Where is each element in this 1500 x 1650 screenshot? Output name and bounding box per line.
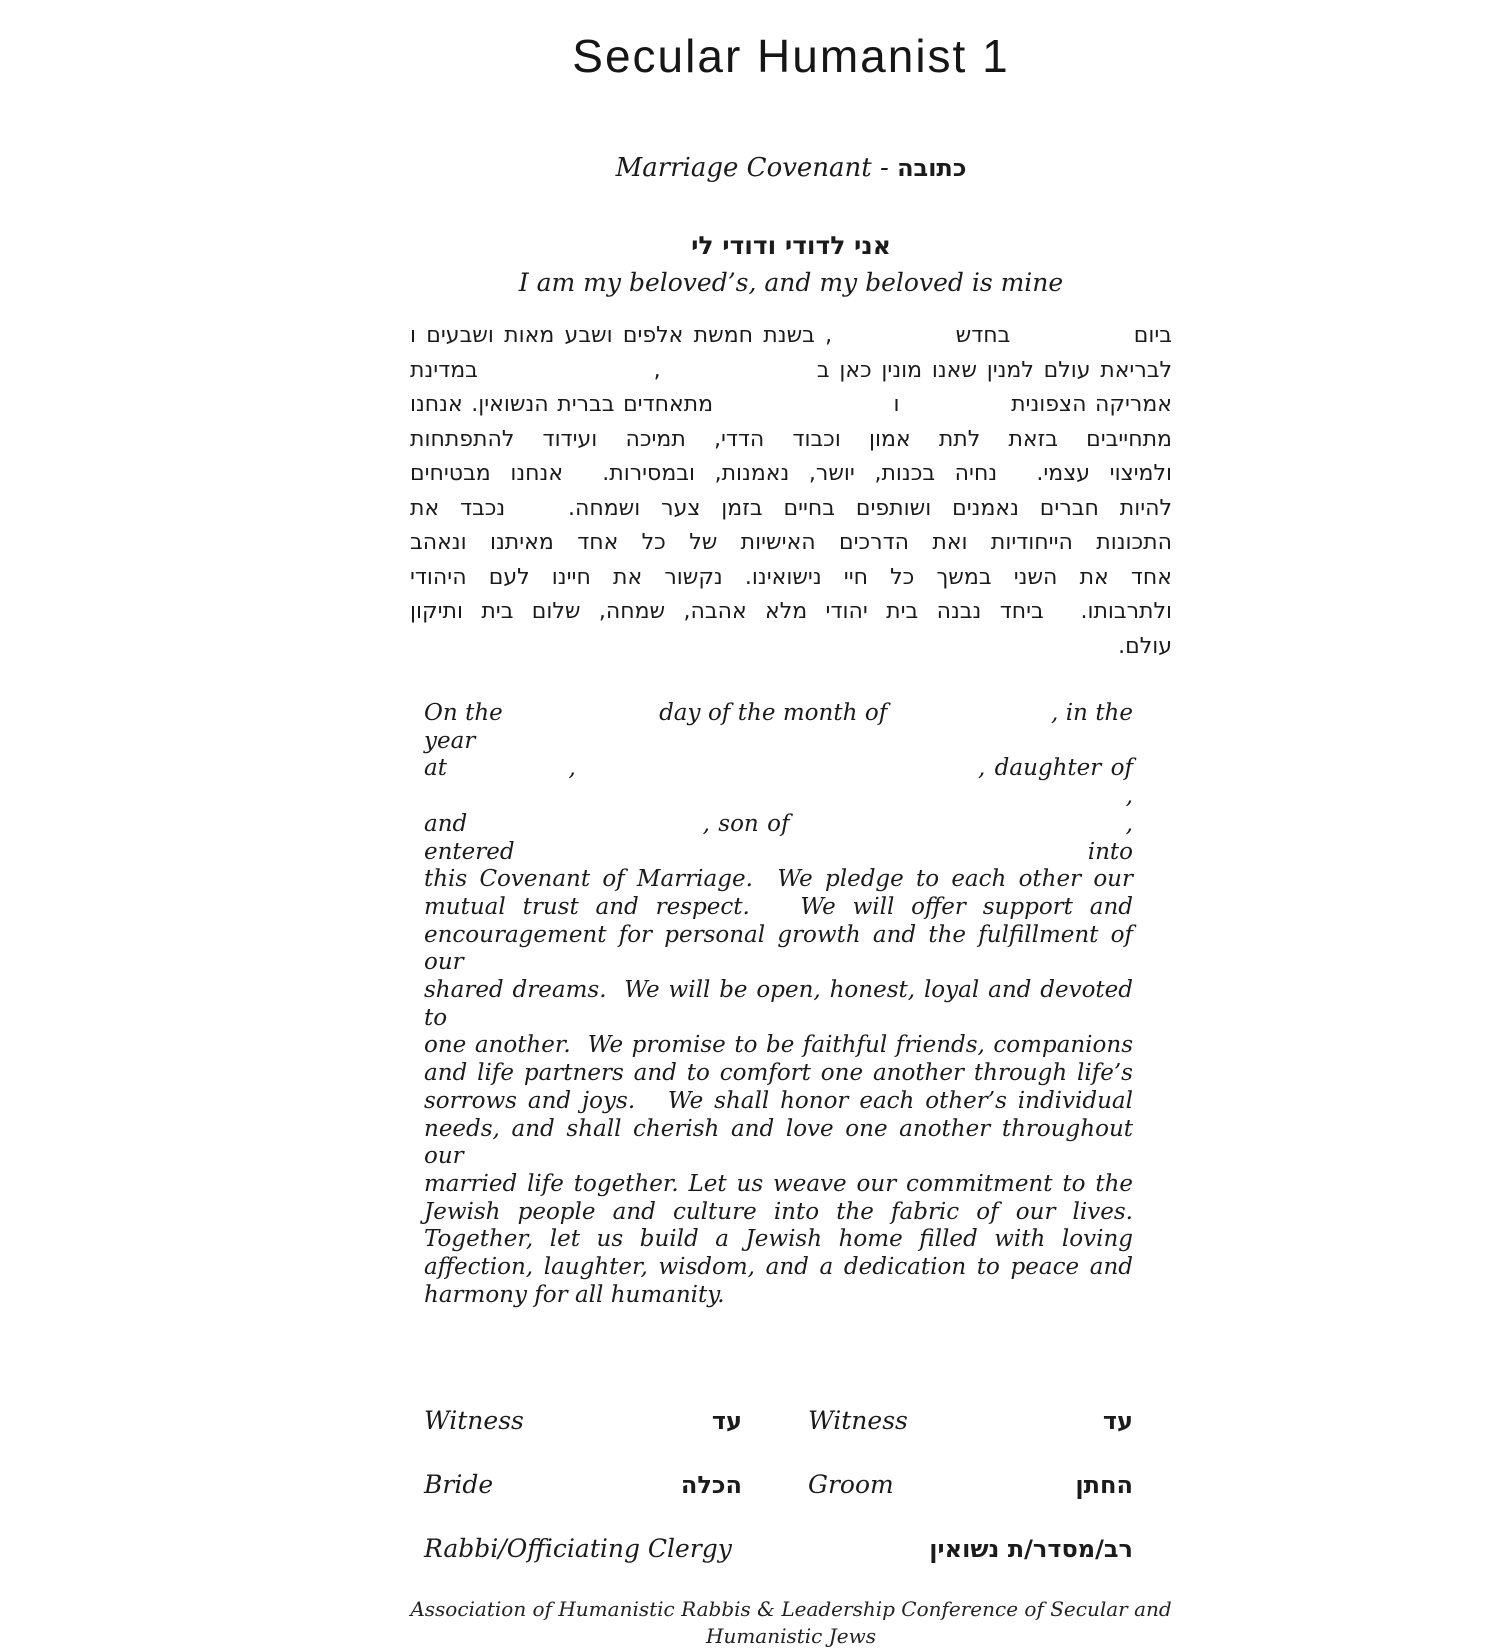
english-line: at , , daughter of , [424,755,1133,810]
english-line: encouragement for personal growth and the fulfillment of our [424,921,1133,976]
witness-row [424,1404,1133,1438]
english-line: married life together. Let us weave our commitment to the [424,1170,1133,1197]
english-line: one another. We promise to be faithful friends, companions [424,1032,1133,1059]
hebrew-verse: אני לדודי ודודי לי [691,231,891,260]
subtitle [410,151,1172,185]
english-line: and , son of , entered into [424,810,1133,865]
witness-right-hebrew-label: עד [1102,1407,1133,1436]
page-title: Secular Humanist 1 [572,30,1010,82]
hebrew-line: ולתרבותו. ביחד נבנה בית יהודי מלא אהבה, שמחה, שלום בית ותיקון [410,599,1172,624]
subtitle-separator: - [880,153,889,183]
hebrew-line: ולמיצוי עצמי. נחיה בכנות, יושר, נאמנות, ובמסירות. אנחנו מבטיחים [410,461,1172,486]
witness-right [808,1404,1133,1438]
witness-left-label: Witness [424,1406,524,1436]
english-line: this Covenant of Marriage. We pledge to each other our [424,866,1133,893]
bride-groom-row [424,1468,1133,1502]
english-line: shared dreams. We will be open, honest, loyal and devoted to [424,977,1133,1031]
english-line: Together, let us build a Jewish home filled with loving [424,1226,1133,1253]
hebrew-line: לבריאת עולם למנין שאנו מונין כאן ב , במדינת [410,357,1172,383]
clergy-label: Rabbi/Officiating Clergy [424,1534,732,1564]
hebrew-line: עולם. [1118,633,1172,659]
english-verse: I am my beloved’s, and my beloved is mine [518,268,1064,297]
signature-section [424,1404,1133,1566]
groom-hebrew-label: החתן [1075,1471,1133,1500]
english-line: mutual trust and respect. We will offer support and [424,893,1133,920]
clergy-row [424,1532,1133,1566]
witness-left-hebrew-label: עד [711,1407,742,1436]
subtitle-english: Marriage Covenant [615,153,872,183]
hebrew-line: מתחייבים בזאת לתת אמון וכבוד הדדי, תמיכה ועידוד להתפתחות [410,426,1172,452]
english-line: Jewish people and culture into the fabric of our lives. [424,1198,1133,1225]
english-line: On the day of the month of , in the year [424,700,1133,754]
hebrew-line: התכונות הייחודיות ואת הדרכים האישיות של כל אחד מאיתנו ונאהב [410,530,1172,555]
witness-right-label: Witness [808,1406,908,1436]
english-line: harmony for all humanity. [424,1281,725,1308]
clergy-hebrew-label: רב/מסדר/ת נשואין [929,1535,1133,1564]
english-line: sorrows and joys. We shall honor each other’s individual [424,1087,1133,1114]
footer-attribution: Association of Humanistic Rabbis & Leadership Conference of Secular and Humanistic Jews [410,1597,1172,1649]
english-line: needs, and shall cherish and love one another throughout our [424,1115,1133,1170]
english-line: and life partners and to comfort one another through life’s [424,1060,1133,1087]
bride-hebrew-label: הכלה [680,1471,742,1500]
bride-label: Bride [424,1470,494,1500]
hebrew-line: ביום בחדש , בשנת חמשת אלפים ושבע מאות ושבעים ו [410,323,1172,348]
hebrew-line: אמריקה הצפונית ו מתאחדים בברית הנשואין. אנחנו [410,392,1172,417]
subtitle-hebrew: כתובה [897,154,967,182]
hebrew-covenant-paragraph [410,319,1172,664]
hebrew-line: אחד את השני במשך כל חיי נישואינו. נקשור את חיינו לעם היהודי [410,564,1172,590]
witness-left [424,1404,742,1438]
groom-signature [808,1468,1133,1502]
english-covenant-paragraph [424,700,1133,1309]
bride-signature [424,1468,742,1502]
groom-label: Groom [808,1470,894,1500]
hebrew-line: להיות חברים נאמנים ושותפים בחיים בזמן צער ושמחה. נכבד את [410,495,1172,521]
english-line: affection, laughter, wisdom, and a dedication to peace and [424,1254,1133,1281]
